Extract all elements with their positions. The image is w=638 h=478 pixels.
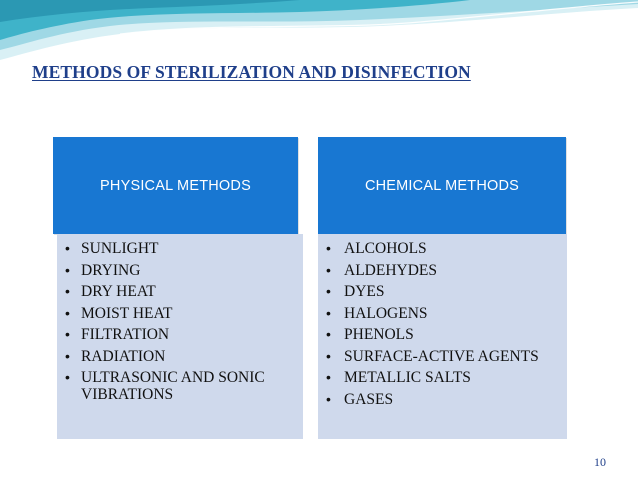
list-item	[57, 283, 303, 300]
bullet-icon: •	[326, 304, 331, 321]
list-item	[57, 262, 303, 279]
slide-title: METHODS OF STERILIZATION AND DISINFECTION	[32, 62, 471, 82]
bullet-icon: •	[326, 261, 331, 278]
list-item	[318, 305, 567, 322]
bullet-icon: •	[326, 283, 331, 299]
list-item	[57, 369, 303, 403]
bullet-icon: •	[65, 261, 70, 278]
list-item	[318, 348, 567, 365]
bullet-icon: •	[326, 326, 331, 342]
list-item	[57, 240, 303, 257]
list-item-label: DYES	[344, 283, 385, 300]
list-item-label: GASES	[344, 390, 394, 408]
bullet-icon: •	[65, 283, 70, 299]
list-item-label: SURFACE-ACTIVE AGENTS	[344, 347, 539, 365]
list-item	[318, 262, 567, 279]
list-item-label: HALOGENS	[344, 304, 428, 322]
list-item	[318, 283, 567, 300]
physical-methods-header-label: PHYSICAL METHODS	[100, 177, 251, 194]
bullet-icon: •	[65, 369, 70, 385]
list-item	[318, 326, 567, 343]
list-item	[318, 240, 567, 257]
bullet-icon: •	[326, 390, 331, 407]
chemical-methods-header	[318, 137, 566, 234]
decorative-wave-banner	[0, 0, 638, 70]
bullet-icon: •	[65, 240, 70, 256]
list-item-label: RADIATION	[81, 347, 166, 365]
physical-methods-list	[57, 234, 303, 439]
bullet-icon: •	[326, 369, 331, 385]
bullet-icon: •	[65, 326, 70, 342]
list-item-label: DRY HEAT	[81, 283, 156, 300]
list-item	[318, 369, 567, 386]
list-item-label: ULTRASONIC AND SONIC VIBRATIONS	[81, 369, 265, 403]
list-item-label: PHENOLS	[344, 326, 414, 343]
list-item-label: FILTRATION	[81, 326, 170, 343]
list-item-label: MOIST HEAT	[81, 304, 173, 322]
page-number: 10	[594, 455, 606, 469]
list-item	[57, 326, 303, 343]
list-item-label: DRYING	[81, 261, 141, 279]
list-item	[318, 391, 567, 408]
list-item	[57, 305, 303, 322]
list-item-label: SUNLIGHT	[81, 240, 159, 257]
bullet-icon: •	[326, 240, 331, 256]
bullet-icon: •	[65, 304, 70, 321]
list-item-label: ALCOHOLS	[344, 240, 427, 257]
bullet-icon: •	[326, 347, 331, 364]
list-item-label: METALLIC SALTS	[344, 369, 471, 386]
physical-methods-header	[53, 137, 298, 234]
bullet-icon: •	[65, 347, 70, 364]
chemical-methods-list	[318, 234, 567, 439]
list-item	[57, 348, 303, 365]
list-item-label: ALDEHYDES	[344, 261, 437, 279]
chemical-methods-header-label: CHEMICAL METHODS	[364, 177, 520, 194]
